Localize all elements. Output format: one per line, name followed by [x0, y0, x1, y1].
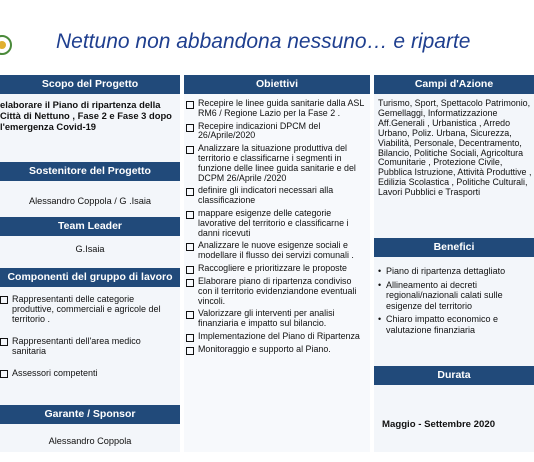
benefici-list [378, 266, 532, 338]
list-item: definire gli indicatori necessari alla classificazione [186, 186, 366, 206]
scopo-header: Scopo del Progetto [0, 75, 180, 94]
list-item: Assessori competenti [0, 368, 176, 378]
checkbox-icon [186, 146, 194, 154]
list-item: mappare esigenze delle categorie lavorative del territorio e classificarne i danni ricevuti [186, 209, 366, 238]
list-item: Analizzare la situazione produttiva del territorio e classificarne i segmenti in funzione delle linee guida sanitarie e del DCPM 26/Aprile /2020 [186, 144, 366, 183]
scopo-text: elaborare il Piano di ripartenza della Città di Nettuno , Fase 2 e Fase 3 dopo l'emergenza Covid-19 [0, 99, 172, 132]
checkbox-icon [0, 338, 8, 346]
list-item: • Piano di ripartenza dettagliato [378, 266, 506, 276]
list-item: Monitoraggio e supporto al Piano. [186, 345, 366, 355]
benefici-header: Benefici [374, 238, 534, 257]
list-item: Recepire indicazioni DPCM del 26/Aprile/2020 [186, 122, 366, 142]
checkbox-icon [0, 370, 8, 378]
durata-header: Durata [374, 366, 534, 385]
obiettivi-list [186, 99, 366, 358]
campi-header: Campi d'Azione [374, 75, 534, 94]
garante-text: Alessandro Coppola [48, 436, 132, 446]
durata-text: Maggio - Settembre 2020 [382, 419, 496, 430]
checkbox-icon [0, 296, 8, 304]
checkbox-icon [186, 279, 194, 287]
campi-text: Turismo, Sport, Spettacolo Patrimonio, Gemellaggi, Informatizzazione Aff.Generali , Urbanistica , Arredo Urbano, Poliz. Urbana, Sicurezza, Viabilità, Personale, Decentramento, Bilancio, Politiche Sociali, Agricoltura Comunitarie , Protezione Civile, Pubblica Istruzione, Attività Produttive , Edilizia Scolastica , Politiche Culturali, Lavori Pubblici e Trasporti [378, 98, 532, 198]
checkbox-icon [186, 347, 194, 355]
obiettivi-header: Obiettivi [184, 75, 370, 94]
garante-header: Garante / Sponsor [0, 405, 180, 424]
logo-icon [0, 30, 12, 60]
componenti-header: Componenti del gruppo di lavoro [0, 268, 180, 287]
page-title: Nettuno non abbandona nessuno… e riparte [56, 30, 471, 53]
checkbox-icon [186, 334, 194, 342]
list-item: Rappresentanti delle categorie produttive, commerciali e agricole del territorio . [0, 294, 176, 324]
list-item: Valorizzare gli interventi per analisi finanziaria e impatto sul bilancio. [186, 309, 366, 329]
list-item: • Chiaro impatto economico e valutazione finanziaria [378, 314, 499, 335]
list-item: Raccogliere e prioritizzare le proposte [186, 264, 366, 274]
sostenitore-header: Sostenitore del Progetto [0, 162, 180, 181]
team-leader-text: G.Isaia [75, 244, 105, 254]
list-item: Recepire le linee guida sanitarie dalla ASL RM6 / Regione Lazio per la Fase 2 . [186, 99, 366, 119]
checkbox-icon [186, 211, 194, 219]
list-item: Rappresentanti dell'area medico sanitaria [0, 336, 176, 356]
bullet-icon: • [378, 279, 382, 290]
checkbox-icon [186, 266, 194, 274]
list-item: Elaborare piano di ripartenza condiviso con il territorio evidenziandone eventuali vincoli. [186, 277, 366, 306]
checkbox-icon [186, 124, 194, 132]
list-item: Analizzare le nuove esigenze sociali e modellare il flusso dei servizi comunali . [186, 241, 366, 261]
team-leader-header: Team Leader [0, 217, 180, 236]
checkbox-icon [186, 101, 194, 109]
sostenitore-text: Alessandro Coppola / G .Isaia [28, 196, 152, 206]
bullet-icon: • [378, 266, 382, 276]
checkbox-icon [186, 311, 194, 319]
bullet-icon: • [378, 314, 382, 324]
checkbox-icon [186, 243, 194, 251]
list-item: • Allineamento ai decreti regionali/nazionali calati sulle esigenze del territorio [378, 279, 503, 311]
componenti-list [0, 294, 176, 381]
list-item: Implementazione del Piano di Ripartenza [186, 332, 366, 342]
checkbox-icon [186, 188, 194, 196]
